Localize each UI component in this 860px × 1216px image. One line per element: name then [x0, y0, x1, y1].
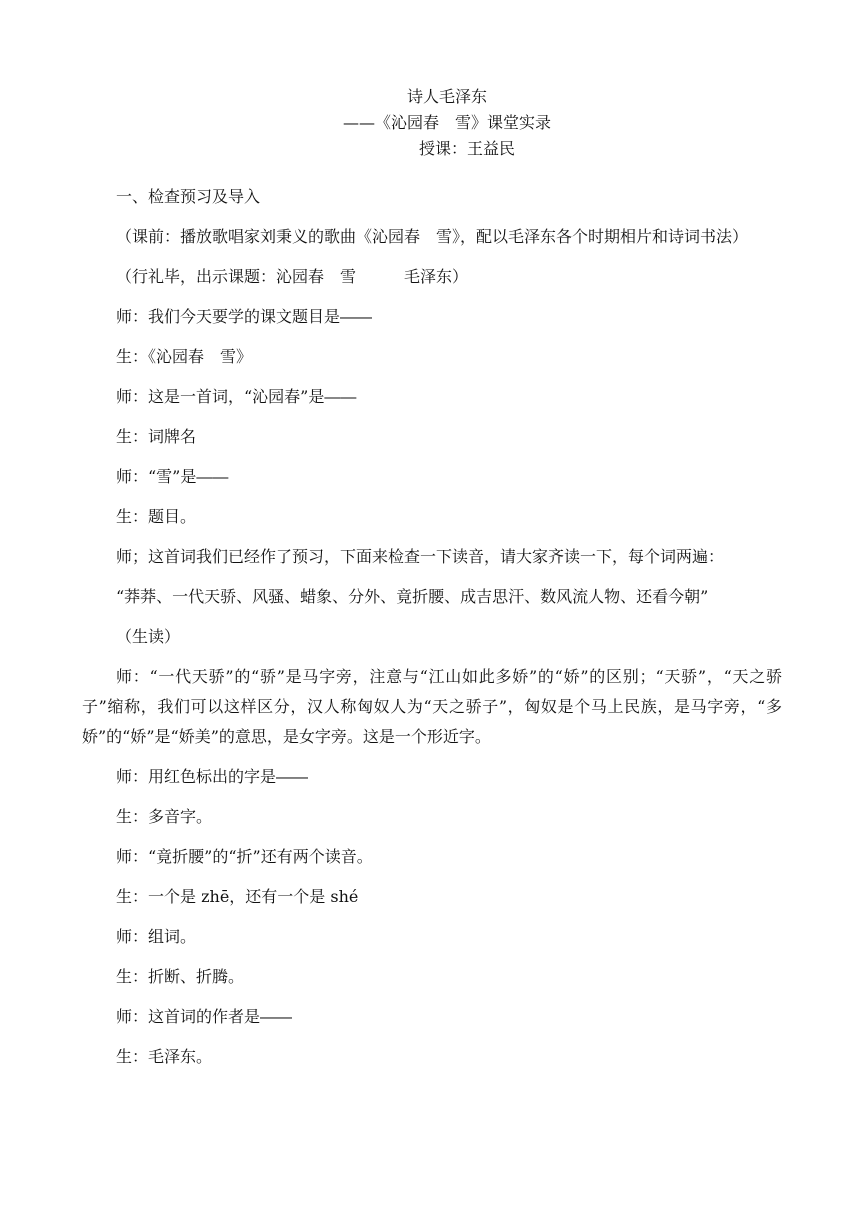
dialogue-line: 生：词牌名: [116, 427, 197, 446]
dialogue-line: 师：我们今天要学的课文题目是――: [116, 307, 373, 326]
dialogue-line: 师：“雪”是――: [116, 467, 229, 486]
dialogue-line: 师：“竟折腰”的“折”还有两个读音。: [116, 847, 373, 866]
dialogue-line: 生：多音字。: [116, 807, 213, 826]
dialogue-line: 师：这是一首词，“沁园春”是――: [116, 387, 357, 406]
dialogue-line: 师；这首词我们已经作了预习，下面来检查一下读音，请大家齐读一下，每个词两遍：: [116, 547, 725, 566]
dialogue-line: 师：这首词的作者是――: [116, 1007, 293, 1026]
stage-direction: （生读）: [116, 627, 181, 646]
dialogue-line: 生：题目。: [116, 507, 197, 526]
document-author: 授课：王益民: [418, 139, 515, 158]
dialogue-line: 师：组词。: [116, 927, 197, 946]
vocabulary-list: “莽莽、一代天骄、风骚、蜡象、分外、竟折腰、成吉思汗、数风流人物、还看今朝”: [116, 587, 709, 606]
document-body: [82, 182, 782, 1082]
document-header: [0, 84, 860, 162]
dialogue-line: 生：折断、折腾。: [116, 967, 245, 986]
dialogue-line: 生：毛泽东。: [116, 1047, 213, 1066]
dialogue-line: 生：一个是 zhē，还有一个是 shé: [116, 887, 359, 906]
document-title: 诗人毛泽东: [406, 87, 487, 106]
dialogue-line: 师：“一代天骄”的“骄”是马字旁，注意与“江山如此多娇”的“娇”的区别；“天骄”，“天之骄子”缩称，我们可以这样区分，汉人称匈奴人为“天之骄子”，匈奴是个马上民族，是马字旁，“多娇”的“娇”是“娇美”的意思，是女字旁。这是一个形近字。: [82, 667, 782, 746]
document-subtitle: ——《沁园春 雪》课堂实录: [342, 113, 551, 132]
section-heading: 一、检查预习及导入: [116, 187, 261, 206]
dialogue-line: 生：《沁园春 雪》: [116, 347, 253, 366]
stage-direction: （行礼毕，出示课题：沁园春 雪 毛泽东）: [116, 267, 469, 286]
stage-direction: （课前：播放歌唱家刘秉义的歌曲《沁园春 雪》，配以毛泽东各个时期相片和诗词书法）: [116, 227, 749, 246]
dialogue-line: 师：用红色标出的字是――: [116, 767, 309, 786]
